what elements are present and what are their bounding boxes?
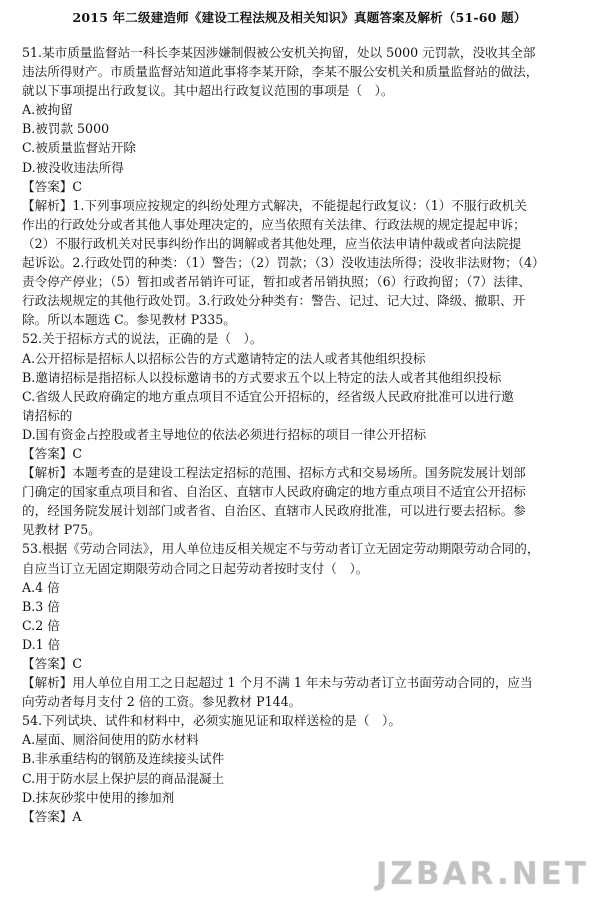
option-line: C.用于防水层上保护层的商品混凝土	[22, 770, 225, 786]
option-line: B.邀请招标是指招标人以投标邀请书的方式要求五个以上特定的法人或者其他组织投标	[22, 369, 502, 385]
text-line: 除。所以本题选 C。参见教材 P335。	[22, 312, 236, 328]
option-line: D.被没收违法所得	[22, 159, 124, 175]
page-title: 2015 年二级建造师《建设工程法规及相关知识》真题答案及解析（51-60 题）	[72, 10, 527, 25]
text-line: 的，经国务院发展计划部门或者省、自治区、直辖市人民政府批准，可以进行要去招标。参	[22, 503, 526, 519]
text-line: 门确定的国家重点项目和省、自治区、直辖市人民政府确定的地方重点项目不适宜公开招标	[22, 484, 526, 500]
option-line: C.2 倍	[22, 617, 60, 633]
option-line: B.3 倍	[22, 598, 60, 614]
answer-line: 【答案】A	[22, 808, 82, 824]
text-line: （2）不服行政机关对民事纠纷作出的调解或者其他处理，应当依法申请仲裁或者向法院提	[22, 235, 522, 251]
text-line: 52.关于招标方式的说法，正确的是（ ）。	[22, 331, 263, 347]
text-line: 53.根据《劳动合同法》，用人单位违反相关规定不与劳动者订立无固定劳动期限劳动合同的，	[22, 541, 540, 557]
document-body	[22, 43, 588, 826]
option-line: D.1 倍	[22, 636, 61, 652]
option-line: A.4 倍	[22, 579, 60, 595]
text-line: 违法所得财产。市质量监督站知道此事将李某开除，李某不服公安机关和质量监督站的做法，	[22, 64, 539, 80]
text-line: 起诉讼。2.行政处罚的种类：（1）警告；（2）罚款；（3）没收违法所得；没收非法财物；（4）	[22, 255, 545, 271]
option-line: 请招标的	[22, 407, 73, 423]
text-line: 就以下事项提出行政复议。其中超出行政复议范围的事项是（ ）。	[22, 83, 394, 99]
text-line: 【解析】本题考查的是建设工程法定招标的范围、招标方式和交易场所。国务院发展计划部	[22, 465, 526, 481]
option-line: A.被拘留	[22, 102, 73, 118]
answer-line: 【答案】C	[22, 178, 83, 194]
answer-line: 【答案】C	[22, 656, 83, 671]
option-line: A.屋面、厕浴间使用的防水材料	[22, 732, 199, 748]
option-line: A.公开招标是招标人以招标公告的方式邀请特定的法人或者其他组织投标	[22, 350, 426, 366]
text-line: 【解析】用人单位自用工之日起超过 1 个月不满 1 年未与劳动者订立书面劳动合同的，应当	[22, 675, 533, 691]
option-line: B.被罚款 5000	[22, 121, 110, 137]
text-line: 51.某市质量监督站一科长李某因涉嫌制假被公安机关拘留，处以 5000 元罚款，没收其全部	[22, 45, 536, 60]
text-line: 见教材 P75。	[22, 522, 101, 538]
text-line: 向劳动者每月支付 2 倍的工资。参见教材 P144。	[22, 694, 302, 710]
text-line: 作出的行政处分或者其他人事处理决定的，应当依照有关法律、行政法规的规定提起申诉；	[22, 216, 526, 232]
option-line: D.抹灰砂浆中使用的掺加剂	[22, 789, 175, 805]
option-line: C.省级人民政府确定的地方重点项目不适宜公开招标的，经省级人民政府批准可以进行邀	[22, 388, 514, 404]
text-line: 自应当订立无固定期限劳动合同之日起劳动者按时支付（ ）。	[22, 560, 369, 576]
answer-line: 【答案】C	[22, 445, 83, 461]
text-line: 责令停产停业；（5）暂扣或者吊销许可证，暂扣或者吊销执照；（6）行政拘留；（7）法律、	[22, 274, 531, 290]
option-line: D.国有资金占控股或者主导地位的依法必须进行招标的项目一律公开招标	[22, 426, 427, 442]
text-line: 【解析】1.下列事项应按规定的纠纷处理方式解决，不能提起行政复议：（1）不服行政机关	[22, 197, 527, 213]
text-line: 行政法规规定的其他行政处罚。3.行政处分种类有：警告、记过、记大过、降级、撤职、开	[22, 293, 526, 309]
text-line: 54.下列试块、试件和材料中，必须实施见证和取样送检的是（ ）。	[22, 713, 401, 729]
option-line: B.非承重结构的钢筋及连续接头试件	[22, 751, 225, 767]
option-line: C.被质量监督站开除	[22, 140, 136, 156]
watermark: JZBAR.NET	[375, 856, 589, 892]
